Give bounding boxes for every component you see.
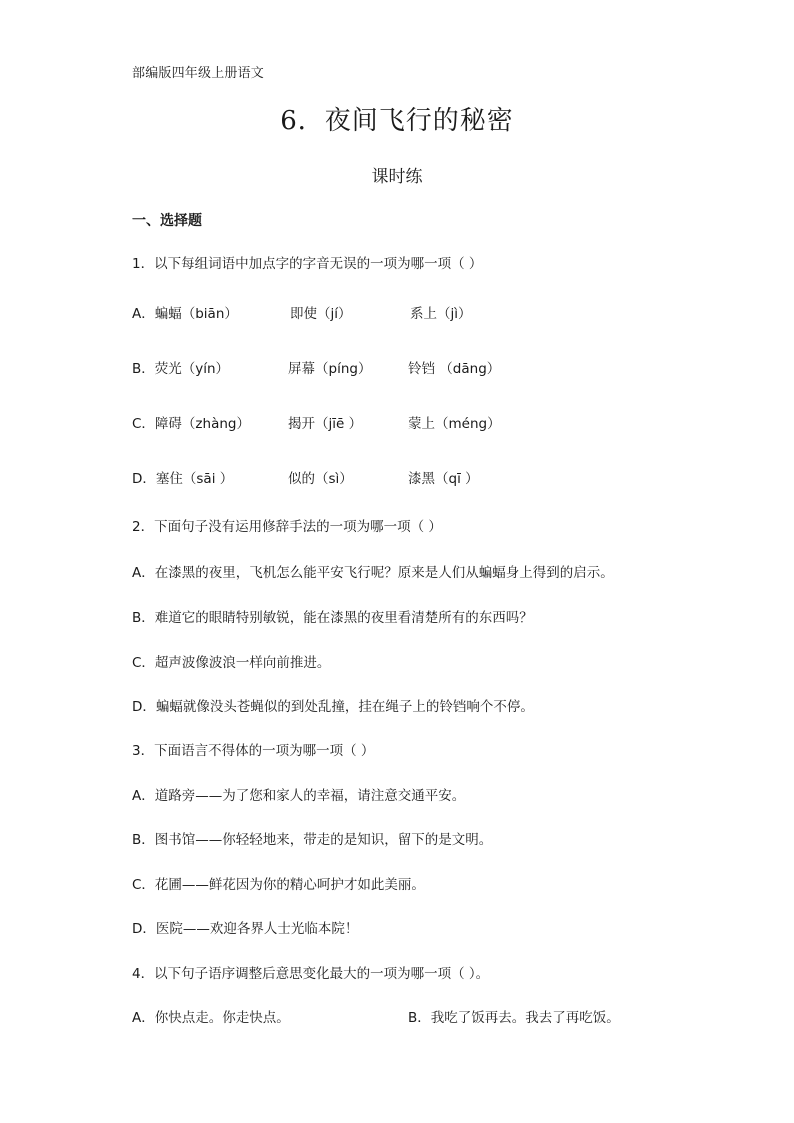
q1-option-c-word-3: 蒙上（méng） [408, 416, 501, 432]
section-heading: 一、选择题 [132, 213, 202, 229]
lesson-title: 6．夜间飞行的秘密 [280, 106, 514, 136]
q3-option-b: B．图书馆——你轻轻地来，带走的是知识，留下的是文明。 [132, 832, 493, 848]
q3-option-a: A．道路旁——为了您和家人的幸福，请注意交通平安。 [132, 788, 466, 804]
question-2-stem: 2．下面句子没有运用修辞手法的一项为哪一项（ ） [132, 519, 442, 535]
q4-option-a: A．你快点走。你走快点。 [132, 1010, 290, 1026]
lesson-subtitle: 课时练 [371, 167, 423, 187]
q1-option-b-word-1: B．荧光（yín） [132, 361, 230, 377]
q1-option-a-word-2: 即使（jí） [290, 306, 352, 322]
q1-option-b-word-2: 屏幕（píng） [288, 361, 372, 377]
q1-option-d-word-3: 漆黑（qī ） [408, 471, 479, 487]
q2-option-d: D．蝙蝠就像没头苍蝇似的到处乱撞，挂在绳子上的铃铛响个不停。 [132, 699, 534, 715]
question-1-stem: 1．以下每组词语中加点字的字音无误的一项为哪一项（ ） [132, 256, 483, 272]
question-3-stem: 3．下面语言不得体的一项为哪一项（ ） [132, 743, 375, 759]
q1-option-d-word-2: 似的（sì） [288, 471, 353, 487]
grade-label: 部编版四年级上册语文 [132, 66, 265, 81]
q1-option-c-word-2: 揭开（jīē ） [288, 416, 363, 432]
q2-option-a: A．在漆黑的夜里，飞机怎么能平安飞行呢？原来是人们从蝙蝠身上得到的启示。 [132, 565, 614, 581]
q4-option-b: B．我吃了饭再去。我去了再吃饭。 [408, 1010, 620, 1026]
q1-option-d-word-1: D．塞住（sāi ） [132, 471, 234, 487]
q2-option-c: C．超声波像波浪一样向前推进。 [132, 655, 331, 671]
q2-option-b: B．难道它的眼睛特别敏锐，能在漆黑的夜里看清楚所有的东西吗？ [132, 610, 533, 626]
q1-option-b-word-3: 铃铛 （dāng） [408, 361, 501, 377]
q1-option-a-word-3: 系上（jì） [410, 306, 472, 322]
q3-option-d: D．医院——欢迎各界人士光临本院！ [132, 921, 359, 937]
q1-option-a-word-1: A．蝙蝠（biān） [132, 306, 238, 322]
q1-option-c-word-1: C．障碍（zhàng） [132, 416, 250, 432]
q3-option-c: C．花圃——鲜花因为你的精心呵护才如此美丽。 [132, 877, 425, 893]
question-4-stem: 4．以下句子语序调整后意思变化最大的一项为哪一项（ ）。 [132, 966, 490, 982]
